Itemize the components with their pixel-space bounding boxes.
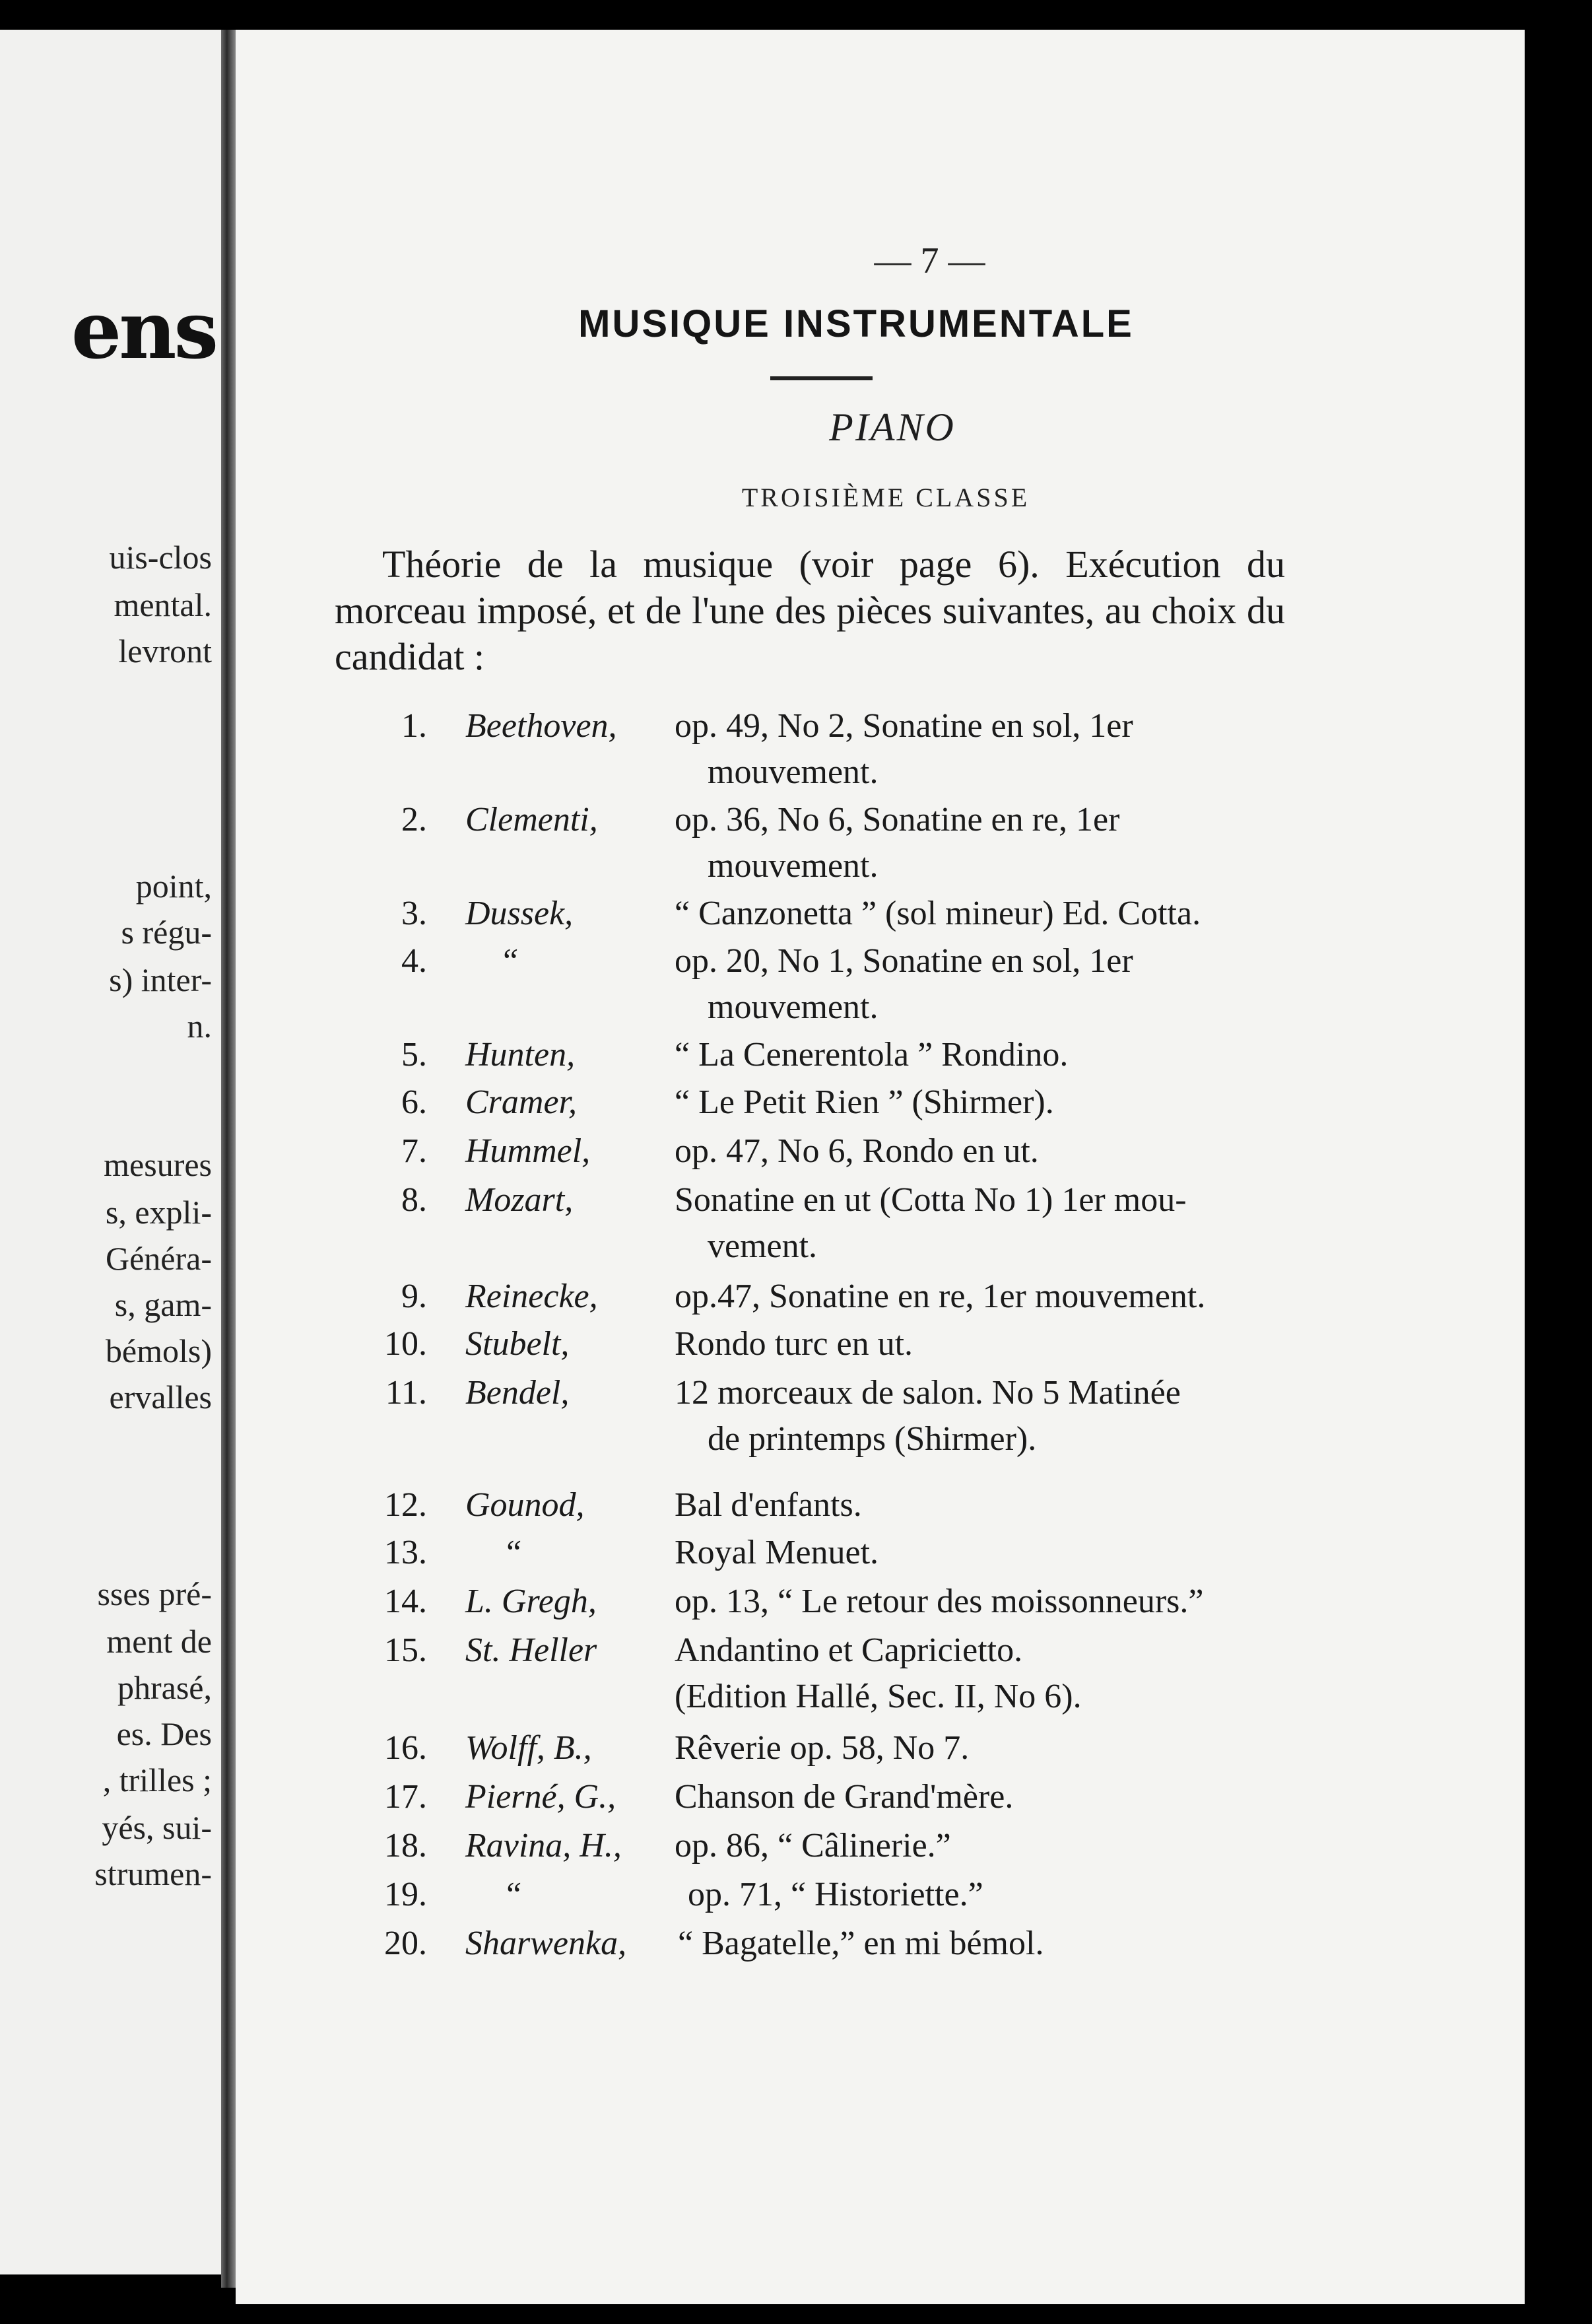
entry-work-text: op. 13, “ Le retour des moissonneurs.” bbox=[675, 1583, 1204, 1620]
entry-composer: Mozart, bbox=[465, 1181, 574, 1219]
previous-page-fragment bbox=[0, 30, 221, 2274]
entry-work bbox=[688, 1872, 1305, 1918]
entry-composer: Clementi, bbox=[465, 801, 598, 838]
entry-composer: St. Heller bbox=[465, 1631, 597, 1669]
entry-work bbox=[675, 938, 1292, 1031]
entry-work bbox=[675, 1530, 1292, 1576]
entry-work-text: op. 36, No 6, Sonatine en re, 1er bbox=[675, 801, 1120, 838]
entry-work-text: “ Canzonetta ” (sol mineur) Ed. Cotta. bbox=[675, 895, 1201, 932]
intro-paragraph: Théorie de la musique (voir page 6). Exécution du morceau imposé, et de l'une des pièces suivantes, au choix du candidat : bbox=[335, 543, 1285, 678]
entry-work-text: “ La Cenerentola ” Rondino. bbox=[675, 1036, 1069, 1074]
entry-composer: Ravina, H., bbox=[465, 1827, 622, 1864]
entry-composer: Dussek, bbox=[465, 895, 574, 932]
entry-work bbox=[675, 1079, 1292, 1126]
entry-work-text: Royal Menuet. bbox=[675, 1534, 879, 1571]
entry-number: 4. bbox=[401, 942, 427, 980]
entry-number: 9. bbox=[401, 1278, 427, 1315]
entry-work-text: op.47, Sonatine en re, 1er mouvement. bbox=[675, 1278, 1206, 1315]
entry-composer: “ bbox=[500, 942, 519, 980]
entry-number: 20. bbox=[384, 1925, 427, 1962]
entry-composer: Reinecke, bbox=[465, 1278, 598, 1315]
previous-page-line: strumen- bbox=[94, 1855, 212, 1892]
entry-work-continuation: vement. bbox=[708, 1227, 818, 1265]
entry-number: 1. bbox=[401, 707, 427, 745]
previous-page-line: Généra- bbox=[106, 1240, 212, 1277]
entry-work-text: Rondo turc en ut. bbox=[675, 1325, 913, 1363]
entry-work-text: Andantino et Capricietto. bbox=[675, 1631, 1023, 1669]
entry-work-text: 12 morceaux de salon. No 5 Matinée bbox=[675, 1374, 1181, 1412]
previous-page-line: point, bbox=[135, 868, 212, 905]
previous-page-line: phrasé, bbox=[117, 1669, 212, 1706]
entry-composer: Gounod, bbox=[465, 1486, 585, 1524]
previous-page-line: sses pré- bbox=[97, 1575, 212, 1612]
entry-composer: “ bbox=[503, 1534, 522, 1571]
entry-work bbox=[675, 1274, 1292, 1320]
entry-composer: Pierné, G., bbox=[465, 1778, 616, 1816]
entry-work-text: Sonatine en ut (Cotta No 1) 1er mou- bbox=[675, 1181, 1187, 1219]
entry-work bbox=[675, 703, 1292, 796]
title-divider bbox=[770, 376, 873, 380]
entry-work-text: op. 71, “ Historiette.” bbox=[688, 1876, 983, 1913]
entry-work bbox=[675, 1370, 1292, 1462]
instrument-heading: PIANO bbox=[829, 405, 956, 449]
entry-work-text: op. 86, “ Câlinerie.” bbox=[675, 1827, 951, 1864]
entry-work bbox=[675, 797, 1292, 889]
entry-composer: Cramer, bbox=[465, 1083, 578, 1121]
entry-work bbox=[675, 1823, 1292, 1869]
entry-work-text: “ Le Petit Rien ” (Shirmer). bbox=[675, 1083, 1054, 1121]
entry-work bbox=[675, 1482, 1292, 1528]
entry-number: 18. bbox=[384, 1827, 427, 1864]
previous-page-line: es. Des bbox=[116, 1715, 212, 1752]
entry-number: 11. bbox=[385, 1374, 427, 1412]
entry-work-text: Bal d'enfants. bbox=[675, 1486, 862, 1524]
entry-work-continuation: de printemps (Shirmer). bbox=[708, 1420, 1037, 1458]
entry-composer: L. Gregh, bbox=[465, 1583, 597, 1620]
class-heading: TROISIÈME CLASSE bbox=[741, 483, 1030, 512]
previous-page-line: levront bbox=[118, 632, 212, 669]
book-gutter bbox=[221, 30, 236, 2288]
previous-page-line: s, expli- bbox=[105, 1194, 212, 1231]
entry-work bbox=[675, 1177, 1292, 1270]
entry-work bbox=[675, 1774, 1292, 1820]
entry-number: 5. bbox=[401, 1036, 427, 1074]
entry-composer: Wolff, B., bbox=[465, 1729, 592, 1767]
entry-work bbox=[678, 1921, 1295, 1967]
entry-work bbox=[675, 1725, 1292, 1771]
entry-number: 12. bbox=[384, 1486, 427, 1524]
entry-work-text: op. 47, No 6, Rondo en ut. bbox=[675, 1132, 1039, 1170]
entry-number: 3. bbox=[401, 895, 427, 932]
entry-number: 14. bbox=[384, 1583, 427, 1620]
entry-work bbox=[675, 891, 1292, 937]
previous-page-line: n. bbox=[187, 1008, 212, 1044]
previous-page-line: yés, sui- bbox=[102, 1809, 212, 1846]
entry-composer: Hummel, bbox=[465, 1132, 591, 1170]
entry-work-continuation: mouvement. bbox=[708, 753, 879, 791]
section-title: MUSIQUE INSTRUMENTALE bbox=[578, 302, 1134, 345]
entry-work-text: Chanson de Grand'mère. bbox=[675, 1778, 1014, 1816]
entry-number: 6. bbox=[401, 1083, 427, 1121]
entry-composer: Stubelt, bbox=[465, 1325, 570, 1363]
entry-number: 2. bbox=[401, 801, 427, 838]
previous-page-line: ervalles bbox=[109, 1379, 212, 1416]
entry-work-text: “ Bagatelle,” en mi bémol. bbox=[678, 1925, 1044, 1962]
entry-composer: Sharwenka, bbox=[465, 1925, 627, 1962]
previous-page-line: s régu- bbox=[121, 914, 212, 951]
book-page bbox=[236, 30, 1525, 2304]
entry-number: 13. bbox=[384, 1534, 427, 1571]
entry-work-continuation: (Edition Hallé, Sec. II, No 6). bbox=[675, 1678, 1082, 1715]
page-number: — 7 — bbox=[874, 240, 985, 281]
entry-work-continuation: mouvement. bbox=[708, 988, 879, 1026]
entry-work-text: op. 20, No 1, Sonatine en sol, 1er bbox=[675, 942, 1133, 980]
previous-page-line: , trilles ; bbox=[102, 1761, 212, 1798]
entry-work-continuation: mouvement. bbox=[708, 847, 879, 885]
entry-number: 15. bbox=[384, 1631, 427, 1669]
entry-work bbox=[675, 1032, 1292, 1078]
entry-number: 19. bbox=[384, 1876, 427, 1913]
previous-page-line: ment de bbox=[106, 1623, 212, 1660]
entry-number: 8. bbox=[401, 1181, 427, 1219]
entry-number: 17. bbox=[384, 1778, 427, 1816]
entry-work bbox=[675, 1128, 1292, 1175]
entry-work-text: op. 49, No 2, Sonatine en sol, 1er bbox=[675, 707, 1133, 745]
entry-composer: Bendel, bbox=[465, 1374, 570, 1412]
entry-composer: “ bbox=[503, 1876, 522, 1913]
previous-page-line: uis-clos bbox=[109, 539, 212, 576]
entry-composer: Hunten, bbox=[465, 1036, 576, 1074]
entry-work bbox=[675, 1579, 1292, 1625]
previous-page-line: s) inter- bbox=[109, 961, 212, 998]
previous-page-line: s, gam- bbox=[114, 1286, 212, 1323]
entry-composer: Beethoven, bbox=[465, 707, 617, 745]
previous-page-heading: ens bbox=[71, 284, 216, 377]
entry-number: 16. bbox=[384, 1729, 427, 1767]
previous-page-line: mental. bbox=[114, 586, 212, 623]
entry-work bbox=[675, 1321, 1292, 1367]
entry-number: 10. bbox=[384, 1325, 427, 1363]
previous-page-line: mesures bbox=[104, 1146, 212, 1183]
entry-work bbox=[675, 1627, 1292, 1720]
previous-page-line: bémols) bbox=[105, 1332, 212, 1369]
entry-work-text: Rêverie op. 58, No 7. bbox=[675, 1729, 970, 1767]
entry-number: 7. bbox=[401, 1132, 427, 1170]
